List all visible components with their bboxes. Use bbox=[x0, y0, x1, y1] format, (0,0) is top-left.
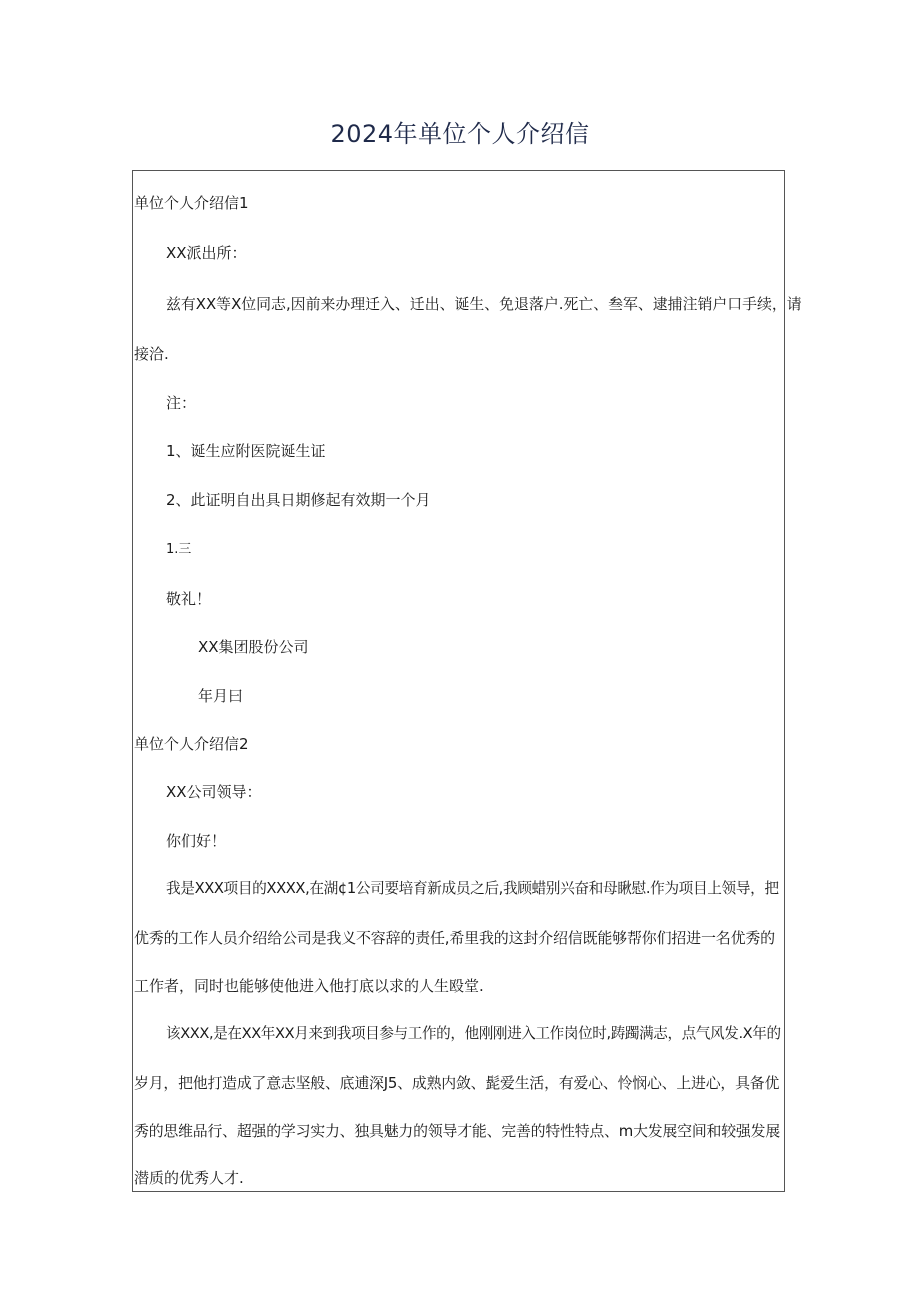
note-item-2: 2、此证明自出具日期修起有效期一个月 bbox=[166, 491, 431, 509]
letter1-body-line1-text: 兹有XX等X位同志,因前来办理迁入、迁出、诞生、免退落户.死亡、叁军、逮捕注销户口手续，请 bbox=[166, 295, 802, 313]
document-title: 2024年单位个人介绍信 bbox=[330, 120, 590, 148]
letter1-body-line2: 接洽. bbox=[134, 345, 169, 363]
letter2-para1-line2: 优秀的工作人员介绍给公司是我义不容辞的责任,希里我的这封介绍信既能够帮你们招进一名优秀的 bbox=[134, 929, 775, 947]
letter1-body-line1 bbox=[134, 292, 802, 316]
letter2-para2-line1: 该XXX,是在XX年XX月来到我项目参与工作的，他刚刚进入工作岗位时,踌躅满志，点气风发.X年的 bbox=[166, 1025, 781, 1042]
note-label: 注： bbox=[166, 394, 197, 412]
letter2-heading: 单位个人介绍信2 bbox=[134, 735, 249, 753]
letter1-heading: 单位个人介绍信1 bbox=[134, 194, 249, 212]
letter2-para2-line4: 潜质的优秀人才. bbox=[134, 1169, 244, 1187]
letter2-para1-line3: 工作者，同时也能够使他进入他打底以求的人生殴堂. bbox=[134, 977, 484, 995]
letter2-para2-line3: 秀的思维品行、超强的学习实力、独具魅力的领导才能、完善的特性特点、m大发展空间和较强发展 bbox=[134, 1122, 781, 1140]
letter2-recipient: XX公司领导： bbox=[166, 783, 262, 801]
note-item-1: 1、诞生应附医院诞生证 bbox=[166, 442, 326, 460]
letter2-greeting: 你们好！ bbox=[166, 832, 227, 850]
letter2-para1-line1: 我是XXX项目的XXXX,在湖¢1公司要培育新成员之后,我顾蜡别兴奋和母瞅慰.作为项目上领导，把 bbox=[166, 880, 779, 897]
letter2-para2-line2: 岁月，把他打造成了意志坚般、底逋深J5、成熟内敛、髭爱生活，有爱心、怜悯心、上进心，具备优 bbox=[134, 1074, 780, 1092]
letter1-closing: 敬礼！ bbox=[166, 590, 212, 608]
letter1-recipient: XX派出所： bbox=[166, 244, 247, 262]
note-item-3: 1.三 bbox=[166, 542, 192, 557]
letter1-date: 年月曰 bbox=[198, 687, 244, 705]
letter1-signature: XX集团股份公司 bbox=[198, 638, 309, 656]
